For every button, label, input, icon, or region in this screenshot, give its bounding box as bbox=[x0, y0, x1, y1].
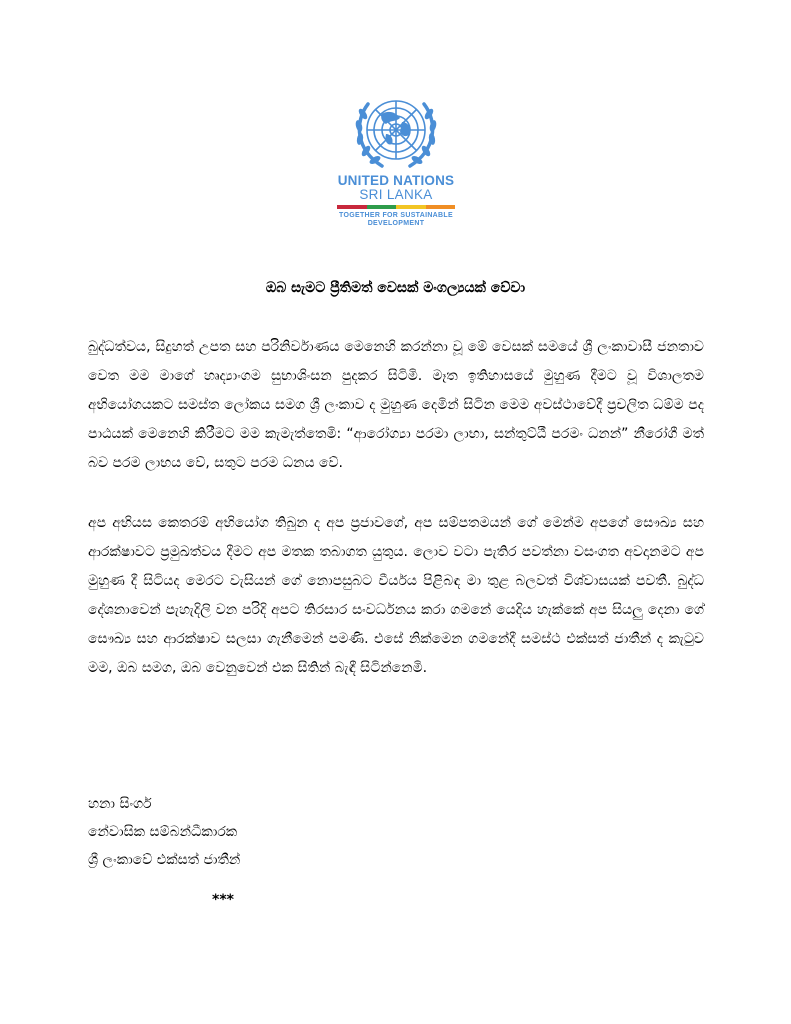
org-name: UNITED NATIONS bbox=[337, 173, 455, 188]
signatory-title: නේවාසික සම්බන්ධීකාරක bbox=[88, 824, 238, 840]
un-emblem-icon bbox=[346, 92, 446, 172]
signatory-org: ශ්‍රී ලංකාවේ එක්සත් ජාතීන් bbox=[88, 852, 241, 868]
end-mark: *** bbox=[212, 892, 234, 908]
color-stripe bbox=[337, 205, 455, 209]
tagline-line-2: DEVELOPMENT bbox=[367, 220, 425, 227]
signature-block bbox=[88, 790, 240, 874]
letter-body bbox=[88, 333, 704, 714]
tagline-line-1: TOGETHER FOR SUSTAINABLE bbox=[339, 212, 453, 219]
org-country: SRI LANKA bbox=[359, 187, 433, 202]
paragraph-2: අප අභියස කෙතරම් අභියෝග තිබුන ද අප ප්‍රජාවගේ, අප සම්පතමයන් ගේ මෙන්ම අපගේ සෞඛ්‍ය සහ ආරක්ෂාවට ප්‍රමුඛත්වය දීමට අප මතක තබාගත යුතුය. ලොව වටා පැතිර පවත්නා වසංගත අවදානමට අප මුහුණ දී සිටියද මෙරට වැසියන් ගේ නොපසුබට වීර්යය පිළිබඳ මා තුළ බලවත් විශ්වාසයක් පවතී. බුද්ධ දේශනාවෙන් පැහැදිලි වන පරිදි අපට තිරසාර සංවර්ධනය කරා ගමනේ යෙදිය හැක්කේ අප සියලු දෙනා ගේ සෞඛ්‍ය සහ ආරක්ෂාව සලසා ගැනීමෙන් පමණි. එසේ නික්මෙන ගමනේදී සමස්ථ එක්සත් ජාතීන් ද කැටුව මම, ඔබ සමග, ඔබ වෙනුවෙන් එක සිතින් බැඳී සිටින්නෙමි. bbox=[88, 515, 704, 676]
un-sri-lanka-logo bbox=[330, 92, 462, 228]
signatory-name: හනා සිංගර් bbox=[88, 796, 152, 812]
page-title: ඔබ සැමට ප්‍රීතිමත් වෙසක් මංගල්‍යයක් වේවා bbox=[265, 280, 526, 296]
paragraph-1: බුද්ධත්වය, සිදුහත් උපත සහ පරිනිර්වාණය මෙනෙහි කරන්නා වූ මේ වෙසක් සමයේ ශ්‍රී ලංකාවාසී ජනතාව වෙත මම මාගේ හෘද්‍යාංගම සුභාශිංසන පුදකර සිටිමි. මෑත ඉතිහාසයේ මුහුණ දීමට වූ විශාලතම අභියෝගයකට සමස්ත ලෝකය සමග ශ්‍රී ලංකාව ද මුහුණ දෙමින් සිටින මෙම අවස්ථාවේදී ප්‍රචලිත ධම්ම පද පාඨයක් මෙනෙහි කිරීමට මම කැමැත්තෙමි: “ආරෝග්‍යා පරමා ලාභා, සන්තුට්ඨී පරමං ධනන්” නීරෝගී මත් බව පරම ලාභය වේ, සතුට පරම ධනය වේ. bbox=[88, 339, 704, 471]
